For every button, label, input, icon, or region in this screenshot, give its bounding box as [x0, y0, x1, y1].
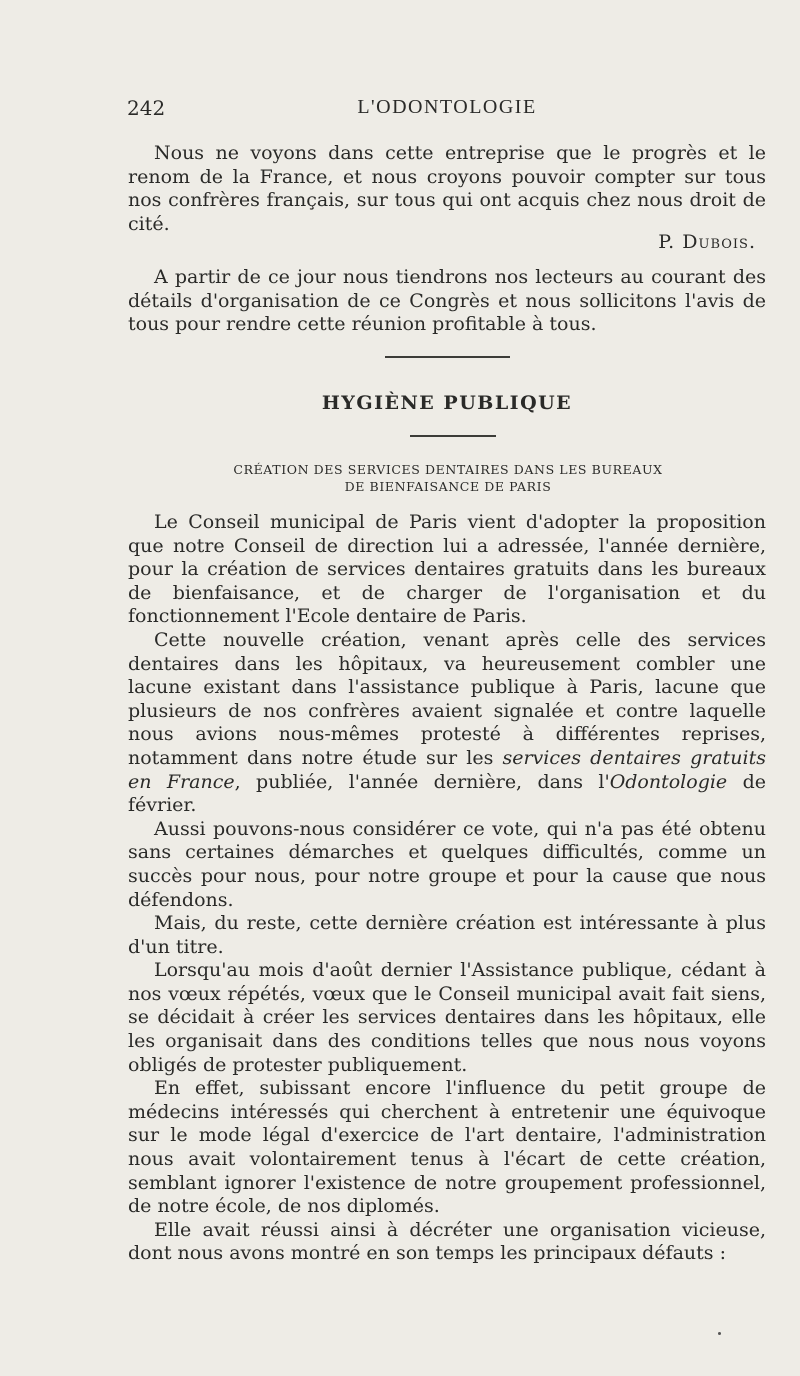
italic-title-services: services dentaires gratuits en France — [128, 746, 766, 793]
italic-title-odontologie: Odontologie — [609, 770, 728, 793]
divider-top — [385, 356, 510, 358]
divider-under-title — [410, 435, 496, 437]
body-paragraph-5: Lorsqu'au mois d'août dernier l'Assistance publique, cédant à nos vœux répétés, vœux que le Conseil municipal avait fait siens, se décidait à créer les services dentaires dans les hôpitaux, elle les organisait dans des conditions telles que nous nous voyons obligés de protester publiquement. — [128, 959, 766, 1076]
section-title: HYGIÈNE PUBLIQUE — [321, 392, 573, 414]
intro-paragraph: Nous ne voyons dans cette entreprise que le progrès et le renom de la France, et nous croyons pouvoir compter sur tous nos confrères français, sur tous qui ont acquis chez nous droit de cité. — [128, 142, 766, 235]
intro-note: A partir de ce jour nous tiendrons nos lecteurs au courant des détails d'organisation de ce Congrès et nous sollicitons l'avis de tous pour rendre cette réunion profitable à tous. — [128, 266, 766, 336]
body-paragraph-6: En effet, subissant encore l'influence du petit groupe de médecins intéressés qui cherchent à entretenir une équivoque sur le mode légal d'exercice de l'art dentaire, l'administration nous avait volontairement tenus à l'écart de cette création, semblant ignorer l'existence de notre groupement professionnel, de notre école, de nos diplomés. — [128, 1077, 766, 1218]
body-paragraph-3: Aussi pouvons-nous considérer ce vote, qui n'a pas été obtenu sans certaines démarches et quelques difficultés, comme un succès pour nous, pour notre groupe et pour la cause que nous défendons. — [128, 817, 766, 911]
body-paragraph-1: Le Conseil municipal de Paris vient d'adopter la proposition que notre Conseil de direction lui a adressée, l'année dernière, pour la création de services dentaires gratuits dans les bureaux de bienfaisance, et de charger de l'organisation et du fonctionnement l'Ecole dentaire de Paris. — [128, 511, 766, 628]
article-subtitle-line-1: CRÉATION DES SERVICES DENTAIRES DANS LES BUREAUX — [233, 462, 663, 477]
running-title: L'ODONTOLOGIE — [357, 96, 537, 118]
body-paragraph-2: Cette nouvelle création, venant après celle des services dentaires dans les hôpitaux, va heureusement combler une lacune existant dans l'assistance publique à Paris, lacune que plusieurs de nos confrères avaient signalée et contre laquelle nous avions nous-mêmes protesté à différentes reprises, notamment dans notre étude sur les services dentaires gratuits en France, publiée, l'année dernière, dans l'Odontologie de février. — [128, 628, 766, 817]
page-header — [127, 96, 767, 128]
signature: P. Dubois. — [658, 231, 756, 253]
article-subtitle-line-2: DE BIENFAISANCE DE PARIS — [344, 479, 552, 494]
article-subtitle — [150, 461, 746, 495]
intro-note-block — [128, 266, 766, 337]
article-body — [128, 511, 766, 1266]
page-number: 242 — [127, 96, 166, 120]
body-paragraph-7: Elle avait réussi ainsi à décréter une organisation vicieuse, dont nous avons montré en son temps les principaux défauts : — [128, 1218, 766, 1265]
intro-paragraph-block — [128, 142, 766, 236]
body-paragraph-4: Mais, du reste, cette dernière création est intéressante à plus d'un titre. — [128, 912, 766, 958]
ink-speck — [718, 1332, 721, 1335]
